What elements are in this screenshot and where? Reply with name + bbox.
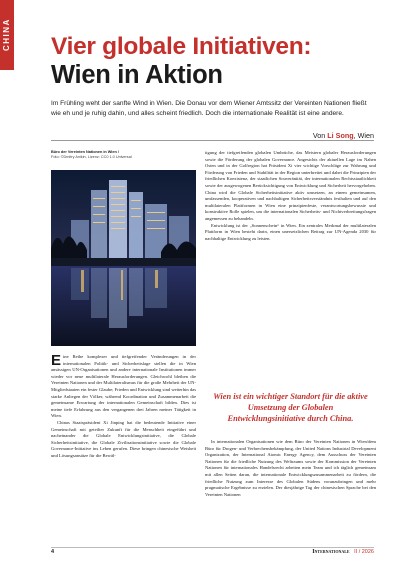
article-title: [51, 33, 381, 89]
shoreline: [51, 258, 196, 266]
caption-credit: Foto: ©Dmitry Anikin, Lizenz: CC0 1.0 Universal: [51, 155, 132, 159]
byline-rule: [51, 140, 374, 141]
byline: [310, 131, 374, 140]
night-cityscape-image: [51, 170, 196, 346]
paragraph-intro: [51, 354, 196, 420]
lead-paragraph: Im Frühling weht der sanfte Wind in Wien. Die Donau vor dem Wiener Amtssitz der Vereinten Nationen fließt wie eh und je ruhig dahin, und alles scheint friedlich. Doch die internationale Realität ist eine andere.: [51, 100, 367, 117]
byline-place: , Wien: [353, 131, 374, 140]
caption-title: Büro der Vereinten Nationen in Wien /: [51, 150, 119, 154]
footer-publication: [312, 549, 374, 555]
body-column-left: [51, 354, 196, 460]
title-line-2: Wien in Aktion: [51, 61, 223, 89]
page-number: 4: [51, 549, 55, 555]
issue-number: II / 2026: [354, 549, 374, 555]
vienna-un-photo: [51, 170, 196, 346]
byline-author: Li Song: [327, 131, 354, 140]
footer-rule: [51, 547, 374, 548]
paragraph-development: Entwicklung ist der „Sonnenschein“ in Wien. Ein zentrales Merkmal der multilateralen Plattform in Wien besteht darin, einen unersetzlichen Beitrag zur UN-Agenda 2030 für nachhaltige Entwicklung zu leisten.: [205, 222, 376, 241]
section-tab-label: CHINA: [2, 18, 11, 52]
paragraph-organizations: In internationalen Organisationen wie dem Büro der Vereinten Nationen in Wien/dem Büro für Drogen- und Verbrechensbekämpfung, der United Nations Industrial Development Organization, der International Atomic Energy Agency, dem Ausschuss der Vereinten Nationen für die friedliche Nutzung des Weltraums sowie der Kommission der Vereinten Nationen für internationales Handelsrecht arbeiten mein Team und ich täglich gemeinsam mit allen Seiten daran, die internationale Entwicklungszusammenarbeit zu fördern, die friedliche Nutzung zum Interesse des Globalen Südens voranzubringen und mehr pragmatische Ergebnisse zu erzielen. Der diesjährige Tag der chinesischen Sprache bei den Vereinten Nationen: [205, 439, 376, 497]
body-column-right-bottom: [205, 439, 376, 498]
photo-caption: [51, 150, 201, 160]
drop-cap: E: [51, 352, 62, 369]
byline-prefix: Von: [312, 131, 326, 140]
paragraph-security: tigung der tiefgreifenden globalen Umbrüche, das Meistern globaler Herausforderungen sowie die Förderung der globalen Governance. Angesichts der aktuellen Lage im Nahen Osten und in der Golfregion hat Präsident Xi vier wichtige Vorschläge zur Wahrung und Förderung von Frieden und Stabilität in der Region unterbreitet und dabei die Prinzipien der friedlichen Koexistenz, der staatlichen Souveränität, der internationalen Rechtsstaatlichkeit sowie der ausgewogenen Berücksichtigung von Entwicklung und Sicherheit hervorgehoben. China wird die Globale Sicherheitsinitiative aktiv umsetzen, an einem gemeinsamen, umfassenden, kooperativen und nachhaltigen Sicherheitsverständnis festhalten und auf den multilateralen Plattformen in Wien eine prinzipienfeste, verantwortungsbewusste und konstruktive Rolle spielen, um die internationalen Sicherheits- und Nichtverbreitungsfragen angemessen zu behandeln.: [205, 150, 376, 221]
pull-quote: Wien ist ein wichtiger Standort für die aktive Umsetzung der Globalen Entwicklungsinitiative durch China.: [213, 392, 368, 423]
paragraph-intro-text: ine Reihe komplexer und tiefgreifender Veränderungen in der internationalen Politik- und Sicherheitslage stellen die in Wien ansässigen UN-Organisationen und andere internationale Institutionen immer wieder vor neue multilaterale Herausforderungen. Gleichwohl bleiben die Vereinten Nationen und der Multilateralismus für die große Mehrheit der UN-Mitgliedstaaten ein fester Glaube; Frieden und Entwicklung sind weiterhin das starke Anliegen der Völker, während Koordination und Zusammenarbeit die gemeinsame Erwartung der internationalen Gemeinschaft bilden. Dies ist meine tiefe Erfahrung aus den vergangenen drei Jahren meiner Tätigkeit in Wien.: [51, 354, 196, 419]
magazine-name: Internationale: [312, 549, 350, 555]
title-line-1: Vier globale Initiativen:: [51, 33, 312, 60]
body-column-right-top: [205, 150, 376, 242]
section-tab: [0, 0, 14, 70]
paragraph-xi-initiatives: Chinas Staatspräsident Xi Jinping hat die bedeutende Initiative einer Gemeinschaft mit geteilter Zukunft für die Menschheit eingeführt und nacheinander die Globale Entwicklungsinitiative, die Globale Sicherheitsinitiative, die Globale Zivilisationsinitiative sowie die Globale Governance-Initiative ins Leben gerufen. Diese bringen chinesische Weisheit und Lösungsansätze für die Bewäl-: [51, 419, 196, 458]
